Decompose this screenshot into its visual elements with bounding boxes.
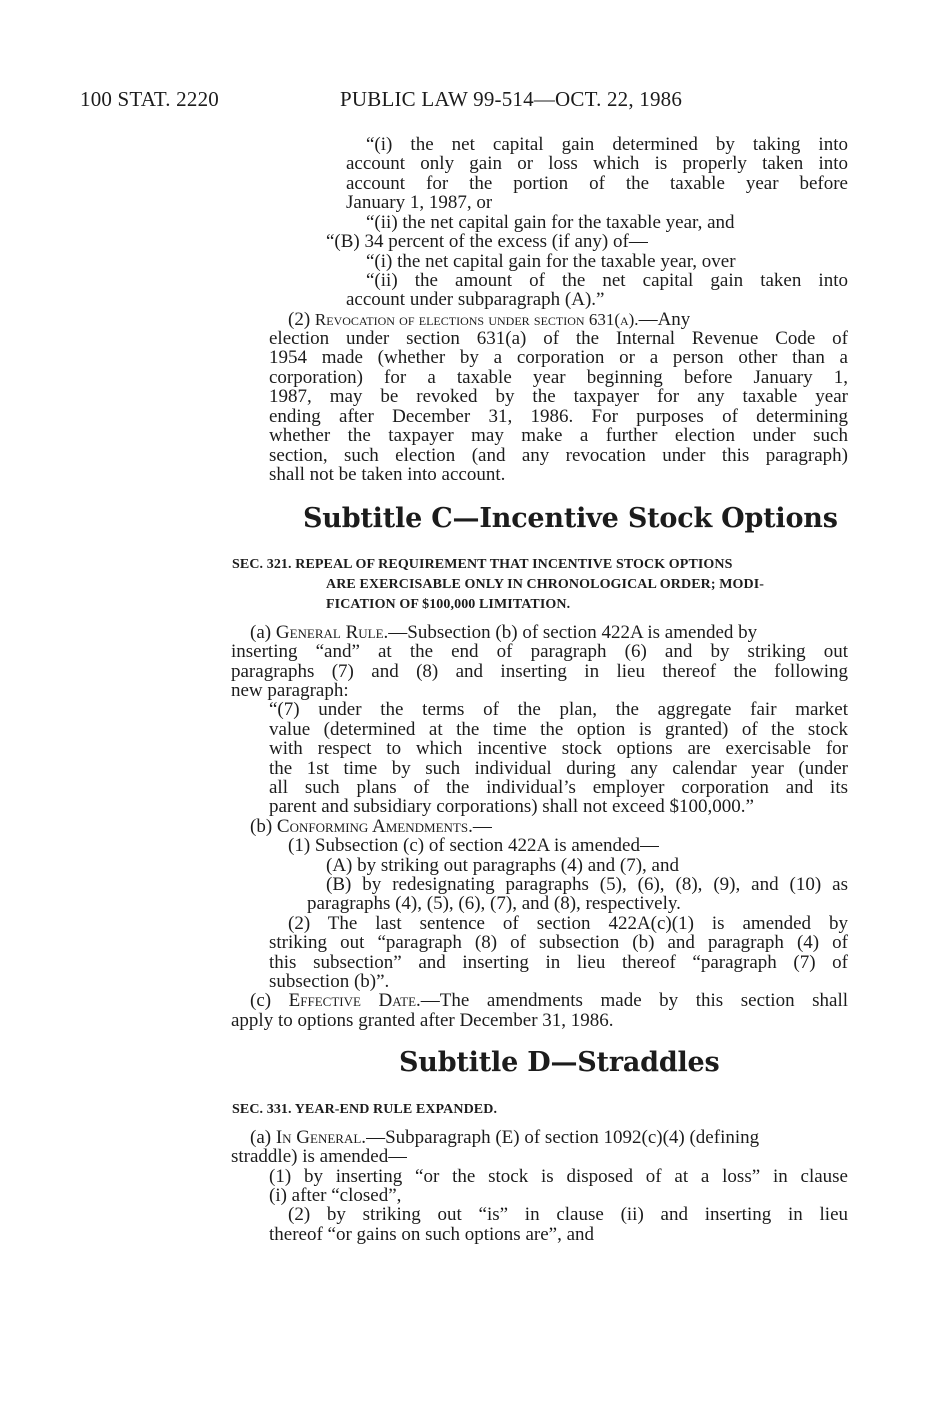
subsection-dash: — bbox=[472, 817, 492, 836]
text-line: (A) by striking out paragraphs (4) and (7), and bbox=[326, 856, 679, 875]
text-line: (2) The last sentence of section 422A(c)(1) is amended by bbox=[288, 914, 848, 933]
text-line: paragraphs (4), (5), (6), (7), and (8), respectively. bbox=[307, 894, 681, 913]
subsection-lead: (a) bbox=[250, 1128, 276, 1147]
text-line: this subsection” and inserting in lieu thereof “paragraph (7) of bbox=[269, 953, 848, 972]
text-line: account under subparagraph (A).” bbox=[346, 290, 605, 309]
subsection-text: —Subparagraph (E) of section 1092(c)(4) (defining bbox=[366, 1128, 760, 1147]
text-line: (1) by inserting “or the stock is disposed of at a loss” in clause bbox=[269, 1167, 848, 1186]
subsection-text: —Subsection (b) of section 422A is amended by bbox=[388, 623, 758, 642]
text-line: election under section 631(a) of the Internal Revenue Code of bbox=[269, 329, 848, 348]
text-line: new paragraph: bbox=[231, 681, 349, 700]
text-line: straddle) is amended— bbox=[231, 1147, 408, 1166]
text-line: “(B) 34 percent of the excess (if any) of— bbox=[326, 232, 648, 251]
subsection-a-first-line bbox=[250, 623, 757, 642]
text-line: “(ii) the amount of the net capital gain taken into bbox=[366, 271, 848, 290]
quoted-text-line: parent and subsidiary corporations) shall not exceed $100,000.” bbox=[269, 797, 754, 816]
paragraph-text: —Any bbox=[638, 310, 691, 329]
paragraph-lead: (2) bbox=[288, 310, 315, 329]
text-line: corporation) for a taxable year beginning before January 1, bbox=[269, 368, 848, 387]
subsection-lead: (c) bbox=[250, 991, 289, 1010]
text-line: (1) Subsection (c) of section 422A is amended— bbox=[288, 836, 659, 855]
text-line: “(i) the net capital gain for the taxable year, over bbox=[366, 252, 736, 271]
quoted-text-line: with respect to which incentive stock options are exercisable for bbox=[269, 739, 848, 758]
subsection-heading: General Rule. bbox=[275, 623, 389, 642]
text-line: thereof “or gains on such options are”, and bbox=[269, 1225, 595, 1244]
subsection-heading: In General. bbox=[275, 1128, 367, 1147]
running-header: PUBLIC LAW 99-514—OCT. 22, 1986 bbox=[340, 87, 683, 111]
subsection-heading: Effective Date. bbox=[288, 991, 421, 1010]
text-line: whether the taxpayer may make a further election under such bbox=[269, 426, 848, 445]
text-line: section, such election (and any revocation under this paragraph) bbox=[269, 446, 848, 465]
subsection-a-first-line bbox=[250, 1128, 759, 1147]
subsection-c-first-line bbox=[250, 991, 848, 1010]
subsection-b-heading-line bbox=[250, 817, 492, 836]
text-line: (i) after “closed”, bbox=[269, 1186, 402, 1205]
text-line: shall not be taken into account. bbox=[269, 465, 506, 484]
subsection-heading: Conforming Amendments. bbox=[276, 817, 473, 836]
text-line: account for the portion of the taxable year before bbox=[346, 174, 848, 193]
section-321-heading-cont: ARE EXERCISABLE ONLY IN CHRONOLOGICAL ORDER; MODI- bbox=[326, 577, 765, 592]
text-line: paragraphs (7) and (8) and inserting in lieu thereof the following bbox=[231, 662, 848, 681]
text-line: 1987, may be revoked by the taxpayer for any taxable year bbox=[269, 387, 848, 406]
quoted-text-line: value (determined at the time the option is granted) of the stock bbox=[269, 720, 848, 739]
subsection-text: —The amendments made by this section shall bbox=[420, 991, 848, 1010]
text-line: ending after December 31, 1986. For purposes of determining bbox=[269, 407, 848, 426]
text-line: January 1, 1987, or bbox=[346, 193, 493, 212]
text-line: “(ii) the net capital gain for the taxable year, and bbox=[366, 213, 735, 232]
quoted-text-line: “(7) under the terms of the plan, the aggregate fair market bbox=[269, 700, 848, 719]
quoted-text-line: the 1st time by such individual during any calendar year (under bbox=[269, 759, 848, 778]
section-321-heading-cont: FICATION OF $100,000 LIMITATION. bbox=[326, 597, 571, 612]
text-line: apply to options granted after December 31, 1986. bbox=[231, 1011, 614, 1030]
quoted-text-line: all such plans of the individual’s employer corporation and its bbox=[269, 778, 848, 797]
subtitle-c-heading: Subtitle C—Incentive Stock Options bbox=[303, 503, 838, 534]
subsection-lead: (b) bbox=[250, 817, 277, 836]
subtitle-d-heading: Subtitle D—Straddles bbox=[399, 1047, 720, 1078]
text-line: (2) by striking out “is” in clause (ii) and inserting in lieu bbox=[288, 1205, 848, 1224]
section-321-heading: SEC. 321. REPEAL OF REQUIREMENT THAT INCENTIVE STOCK OPTIONS bbox=[232, 557, 733, 572]
text-line: inserting “and” at the end of paragraph (6) and by striking out bbox=[231, 642, 848, 661]
text-line: “(i) the net capital gain determined by taking into bbox=[366, 135, 848, 154]
section-331-heading: SEC. 331. YEAR-END RULE EXPANDED. bbox=[232, 1102, 498, 1117]
text-line: subsection (b)”. bbox=[269, 972, 390, 991]
text-line: account only gain or loss which is properly taken into bbox=[346, 154, 848, 173]
subsection-lead: (a) bbox=[250, 623, 276, 642]
text-line: striking out “paragraph (8) of subsection (b) and paragraph (4) of bbox=[269, 933, 848, 952]
text-line: (B) by redesignating paragraphs (5), (6), (8), (9), and (10) as bbox=[326, 875, 848, 894]
paragraph-heading: Revocation of elections under section 631(a). bbox=[314, 310, 639, 329]
text-line: 1954 made (whether by a corporation or a person other than a bbox=[269, 348, 848, 367]
page-stat-reference: 100 STAT. 2220 bbox=[80, 87, 219, 111]
paragraph-2-first-line bbox=[288, 310, 690, 329]
